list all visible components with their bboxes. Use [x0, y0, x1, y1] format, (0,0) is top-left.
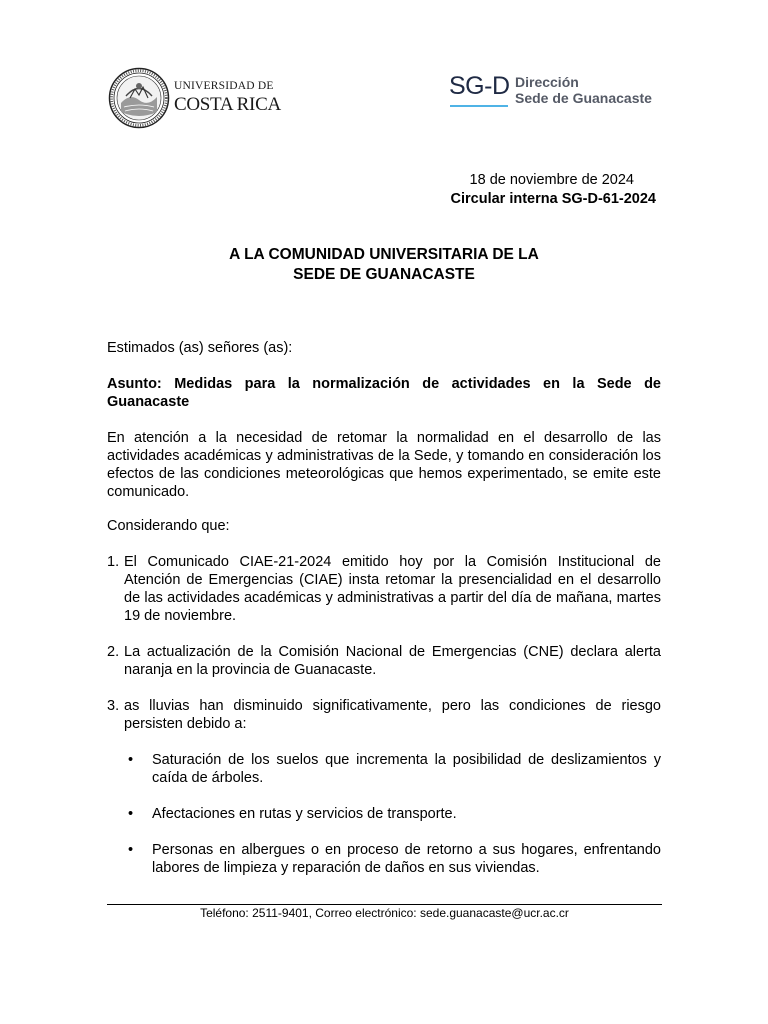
ucr-logo-line1: UNIVERSIDAD DE	[174, 80, 274, 93]
intro-paragraph: En atención a la necesidad de retomar la normalidad en el desarrollo de las actividades académicas y administrativas de la Sede, y tomando en consideración los efectos de las condiciones meteorológicas que hemos experimentado, se emite este comunicado.	[107, 430, 661, 500]
item-number: 1.	[107, 554, 120, 570]
sgd-code: SG-D	[449, 72, 510, 100]
bullet-text: Personas en albergues o en proceso de retorno a sus hogares, enfrentando labores de limpieza y reparación de daños en sus viviendas.	[152, 842, 661, 876]
subject-line: Asunto: Medidas para la normalización de actividades en la Sede de Guanacaste	[107, 376, 661, 410]
numbered-item-1	[107, 553, 661, 625]
title-line1: A LA COMUNIDAD UNIVERSITARIA DE LA	[229, 246, 539, 263]
bullet-item-1	[128, 751, 661, 787]
considering-heading: Considerando que:	[107, 518, 230, 534]
numbered-item-2	[107, 643, 661, 679]
bullet-icon: •	[128, 806, 134, 822]
ucr-seal-icon	[108, 67, 170, 129]
circular-number: Circular interna SG-D-61-2024	[450, 191, 656, 207]
item-text: as lluvias han disminuido significativamente, pero las condiciones de riesgo persisten debido a:	[124, 698, 661, 732]
bullet-item-2	[128, 805, 661, 823]
bullet-item-3	[128, 841, 661, 877]
bullet-icon: •	[128, 752, 134, 768]
ucr-logo	[108, 60, 290, 135]
greeting: Estimados (as) señores (as):	[107, 340, 293, 356]
title-line2: SEDE DE GUANACASTE	[293, 266, 475, 283]
item-number: 3.	[107, 698, 120, 714]
ucr-logo-line2: COSTA RICA	[174, 93, 281, 115]
item-number: 2.	[107, 644, 120, 660]
item-text: La actualización de la Comisión Nacional de Emergencias (CNE) declara alerta naranja en la provincia de Guanacaste.	[124, 644, 661, 678]
bullet-text: Saturación de los suelos que incrementa la posibilidad de deslizamientos y caída de árboles.	[152, 752, 661, 786]
footer-divider	[107, 904, 662, 905]
footer-contact: Teléfono: 2511-9401, Correo electrónico: sede.guanacaste@ucr.ac.cr	[200, 906, 569, 920]
sgd-title-line1: Dirección	[515, 74, 579, 90]
bullet-text: Afectaciones en rutas y servicios de transporte.	[152, 806, 457, 822]
document-title	[107, 245, 661, 285]
sgd-underline	[450, 105, 508, 107]
sgd-title-line2: Sede de Guanacaste	[515, 90, 652, 106]
sgd-logo	[448, 72, 658, 117]
item-text: El Comunicado CIAE-21-2024 emitido hoy por la Comisión Institucional de Atención de Emergencias (CIAE) insta retomar la presencialidad en el desarrollo de las actividades académicas y administrativas a partir del día de mañana, martes 19 de noviembre.	[124, 554, 661, 624]
document-date: 18 de noviembre de 2024	[469, 172, 634, 188]
numbered-item-3	[107, 697, 661, 733]
bullet-icon: •	[128, 842, 134, 858]
